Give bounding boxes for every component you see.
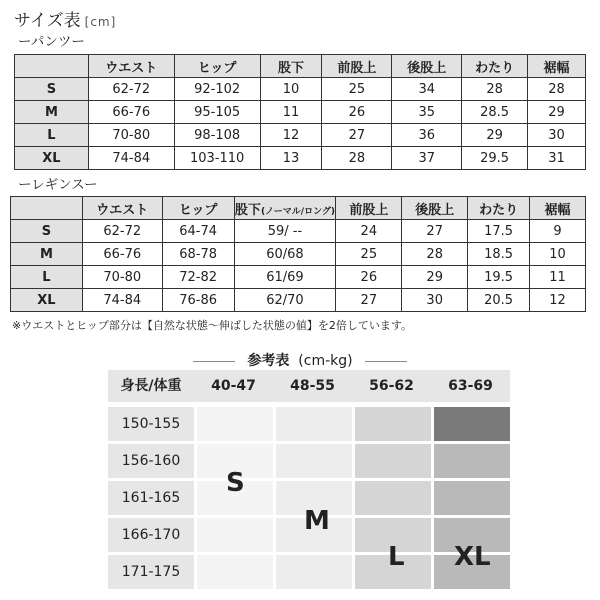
page-title-text: サイズ表 bbox=[14, 11, 81, 31]
title-rule-right bbox=[365, 361, 407, 362]
size-label: M bbox=[15, 101, 89, 124]
table-cell: 29.5 bbox=[462, 147, 528, 170]
table-cell: 29 bbox=[528, 101, 586, 124]
table-cell: 62-72 bbox=[82, 220, 162, 243]
grid-cell bbox=[197, 407, 273, 441]
size-label: S bbox=[11, 220, 83, 243]
table-cell: 35 bbox=[392, 101, 462, 124]
table-cell: 36 bbox=[392, 124, 462, 147]
table-cell: 62-72 bbox=[88, 78, 174, 101]
leggings-section-title: ーレギンスー bbox=[18, 177, 98, 193]
size-label: L bbox=[11, 266, 83, 289]
leggings-header-cell: ヒップ bbox=[162, 197, 234, 220]
table-cell: 24 bbox=[336, 220, 402, 243]
table-cell: 27 bbox=[322, 124, 392, 147]
table-cell: 66-76 bbox=[88, 101, 174, 124]
table-row bbox=[11, 289, 586, 312]
reference-title-text: 参考表 bbox=[247, 353, 290, 369]
table-cell: 25 bbox=[336, 243, 402, 266]
pants-header-cell: ウエスト bbox=[88, 55, 174, 78]
grid-cell bbox=[276, 555, 352, 589]
table-cell: 30 bbox=[402, 289, 468, 312]
size-marker-l: L bbox=[388, 542, 405, 572]
weight-header: 63-69 bbox=[448, 378, 493, 394]
table-cell: 70-80 bbox=[82, 266, 162, 289]
table-cell: 59/ -- bbox=[234, 220, 336, 243]
height-label: 171-175 bbox=[108, 555, 194, 589]
table-cell: 10 bbox=[260, 78, 322, 101]
grid-cell bbox=[276, 444, 352, 478]
height-label: 166-170 bbox=[108, 518, 194, 552]
table-cell: 61/69 bbox=[234, 266, 336, 289]
table-cell: 72-82 bbox=[162, 266, 234, 289]
table-cell: 28 bbox=[462, 78, 528, 101]
pants-header-cell: ヒップ bbox=[174, 55, 260, 78]
table-row bbox=[15, 78, 586, 101]
table-cell: 27 bbox=[336, 289, 402, 312]
table-cell: 34 bbox=[392, 78, 462, 101]
pants-header-cell bbox=[15, 55, 89, 78]
table-cell: 29 bbox=[402, 266, 468, 289]
reference-unit: (cm-kg) bbox=[298, 353, 353, 369]
table-cell: 29 bbox=[462, 124, 528, 147]
table-cell: 12 bbox=[530, 289, 586, 312]
grid-cell bbox=[434, 407, 510, 441]
page-title-unit: [cm] bbox=[84, 15, 117, 29]
table-cell: 103-110 bbox=[174, 147, 260, 170]
reference-corner-label: 身長/体重 bbox=[120, 378, 182, 394]
size-marker-xl: XL bbox=[454, 542, 491, 572]
table-cell: 25 bbox=[322, 78, 392, 101]
table-cell: 74-84 bbox=[88, 147, 174, 170]
table-cell: 62/70 bbox=[234, 289, 336, 312]
reference-table bbox=[108, 370, 510, 592]
weight-header: 40-47 bbox=[211, 378, 256, 394]
size-marker-m: M bbox=[304, 506, 330, 536]
table-cell: 60/68 bbox=[234, 243, 336, 266]
table-cell: 98-108 bbox=[174, 124, 260, 147]
table-cell: 27 bbox=[402, 220, 468, 243]
table-cell: 13 bbox=[260, 147, 322, 170]
table-cell: 66-76 bbox=[82, 243, 162, 266]
table-cell: 26 bbox=[336, 266, 402, 289]
pants-header-cell: 後股上 bbox=[392, 55, 462, 78]
table-row bbox=[11, 266, 586, 289]
pants-size-table bbox=[14, 54, 586, 170]
leggings-header-cell bbox=[234, 197, 336, 220]
leggings-header-cell: 後股上 bbox=[402, 197, 468, 220]
table-cell: 18.5 bbox=[468, 243, 530, 266]
grid-cell bbox=[434, 444, 510, 478]
size-label: M bbox=[11, 243, 83, 266]
table-cell: 10 bbox=[530, 243, 586, 266]
page-title bbox=[14, 6, 116, 31]
size-marker-s: S bbox=[226, 468, 245, 498]
grid-cell bbox=[355, 481, 431, 515]
pants-header-cell: わたり bbox=[462, 55, 528, 78]
measurement-note: ※ウエストとヒップ部分は【自然な状態〜伸ばした状態の値】を2倍しています。 bbox=[12, 319, 413, 332]
table-cell: 28.5 bbox=[462, 101, 528, 124]
size-label: XL bbox=[15, 147, 89, 170]
grid-cell bbox=[434, 481, 510, 515]
grid-cell bbox=[197, 555, 273, 589]
table-cell: 12 bbox=[260, 124, 322, 147]
table-cell: 31 bbox=[528, 147, 586, 170]
inseam-label: 股下 bbox=[234, 202, 261, 218]
table-cell: 17.5 bbox=[468, 220, 530, 243]
pants-header-cell: 裾幅 bbox=[528, 55, 586, 78]
table-cell: 20.5 bbox=[468, 289, 530, 312]
pants-header-cell: 前股上 bbox=[322, 55, 392, 78]
table-cell: 11 bbox=[260, 101, 322, 124]
table-cell: 64-74 bbox=[162, 220, 234, 243]
leggings-header-cell: ウエスト bbox=[82, 197, 162, 220]
table-row bbox=[15, 147, 586, 170]
leggings-header-cell bbox=[11, 197, 83, 220]
grid-cell bbox=[276, 407, 352, 441]
table-cell: 28 bbox=[402, 243, 468, 266]
pants-header-row bbox=[15, 55, 586, 78]
table-cell: 9 bbox=[530, 220, 586, 243]
inseam-suffix: (ノーマル/ロング) bbox=[260, 206, 336, 217]
leggings-header-cell: 裾幅 bbox=[530, 197, 586, 220]
height-label: 150-155 bbox=[108, 407, 194, 441]
leggings-header-cell: 前股上 bbox=[336, 197, 402, 220]
table-cell: 28 bbox=[528, 78, 586, 101]
table-row bbox=[11, 220, 586, 243]
table-cell: 68-78 bbox=[162, 243, 234, 266]
title-rule-left bbox=[193, 361, 235, 362]
size-label: XL bbox=[11, 289, 83, 312]
size-label: S bbox=[15, 78, 89, 101]
table-cell: 19.5 bbox=[468, 266, 530, 289]
table-cell: 37 bbox=[392, 147, 462, 170]
table-row bbox=[15, 124, 586, 147]
reference-title bbox=[0, 350, 600, 370]
table-cell: 11 bbox=[530, 266, 586, 289]
leggings-size-table bbox=[10, 196, 586, 312]
height-label: 156-160 bbox=[108, 444, 194, 478]
grid-cell bbox=[355, 444, 431, 478]
table-row bbox=[11, 243, 586, 266]
table-cell: 92-102 bbox=[174, 78, 260, 101]
leggings-header-row bbox=[11, 197, 586, 220]
leggings-header-cell: わたり bbox=[468, 197, 530, 220]
height-label: 161-165 bbox=[108, 481, 194, 515]
grid-cell bbox=[355, 407, 431, 441]
table-cell: 26 bbox=[322, 101, 392, 124]
weight-header: 56-62 bbox=[369, 378, 414, 394]
pants-header-cell: 股下 bbox=[260, 55, 322, 78]
size-label: L bbox=[15, 124, 89, 147]
table-cell: 30 bbox=[528, 124, 586, 147]
table-row bbox=[15, 101, 586, 124]
table-cell: 28 bbox=[322, 147, 392, 170]
weight-header: 48-55 bbox=[290, 378, 335, 394]
pants-section-title: ーパンツー bbox=[18, 34, 85, 50]
table-cell: 76-86 bbox=[162, 289, 234, 312]
table-cell: 74-84 bbox=[82, 289, 162, 312]
table-cell: 70-80 bbox=[88, 124, 174, 147]
grid-cell bbox=[197, 518, 273, 552]
table-cell: 95-105 bbox=[174, 101, 260, 124]
